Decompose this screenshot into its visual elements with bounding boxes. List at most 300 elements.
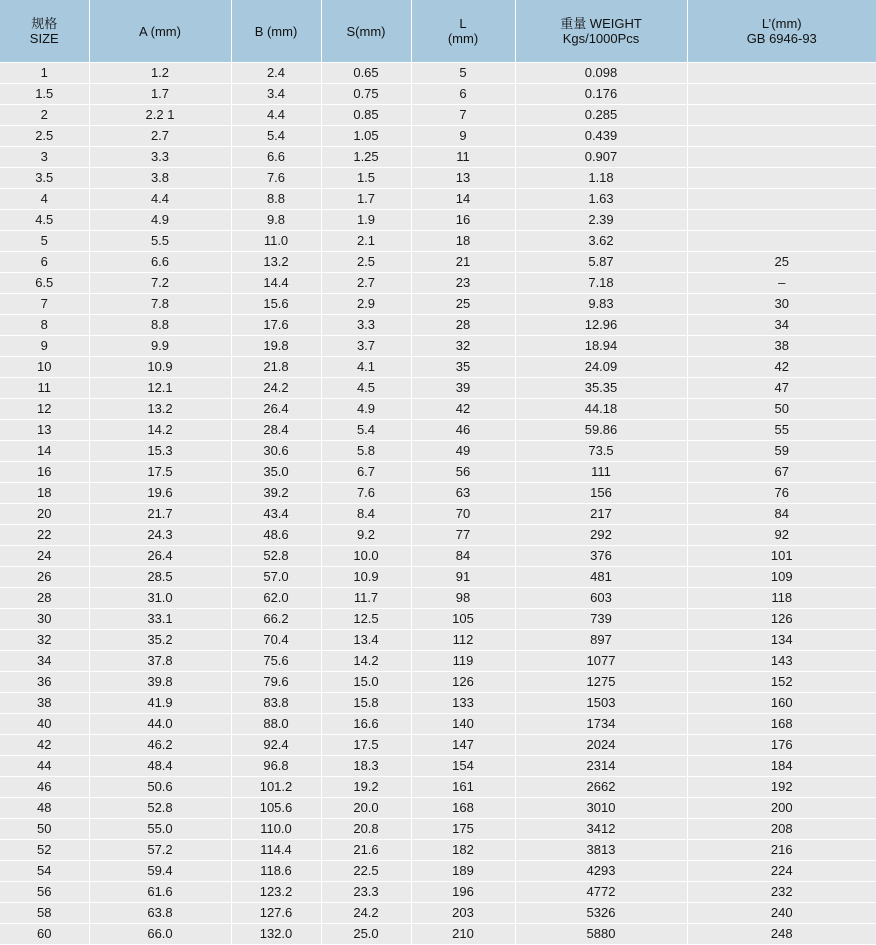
cell-size: 26: [0, 567, 89, 588]
cell-a: 10.9: [89, 357, 231, 378]
cell-weight: 5326: [515, 903, 687, 924]
cell-s: 0.65: [321, 63, 411, 84]
cell-size: 52: [0, 840, 89, 861]
cell-l-prime: [687, 126, 876, 147]
table-row: [0, 399, 876, 420]
cell-s: 4.9: [321, 399, 411, 420]
cell-l-prime: 192: [687, 777, 876, 798]
table-row: [0, 756, 876, 777]
table-row: [0, 777, 876, 798]
cell-l: 77: [411, 525, 515, 546]
cell-a: 9.9: [89, 336, 231, 357]
table-row: [0, 84, 876, 105]
cell-l: 119: [411, 651, 515, 672]
cell-l: 56: [411, 462, 515, 483]
header-row: [0, 0, 876, 63]
cell-weight: 603: [515, 588, 687, 609]
cell-b: 127.6: [231, 903, 321, 924]
table-row: [0, 147, 876, 168]
cell-l-prime: 38: [687, 336, 876, 357]
header-l: [411, 0, 515, 63]
cell-size: 60: [0, 924, 89, 945]
table-row: [0, 378, 876, 399]
cell-s: 2.7: [321, 273, 411, 294]
cell-size: 24: [0, 546, 89, 567]
cell-l-prime: 184: [687, 756, 876, 777]
cell-size: 10: [0, 357, 89, 378]
cell-b: 39.2: [231, 483, 321, 504]
cell-a: 50.6: [89, 777, 231, 798]
cell-weight: 3813: [515, 840, 687, 861]
table-row: [0, 336, 876, 357]
cell-size: 3: [0, 147, 89, 168]
cell-a: 6.6: [89, 252, 231, 273]
cell-size: 12: [0, 399, 89, 420]
cell-size: 9: [0, 336, 89, 357]
header-s-label: S(mm): [322, 24, 411, 39]
cell-size: 7: [0, 294, 89, 315]
cell-l-prime: 118: [687, 588, 876, 609]
cell-weight: 9.83: [515, 294, 687, 315]
table-row: [0, 672, 876, 693]
cell-a: 39.8: [89, 672, 231, 693]
cell-a: 57.2: [89, 840, 231, 861]
cell-size: 11: [0, 378, 89, 399]
cell-b: 9.8: [231, 210, 321, 231]
cell-s: 1.7: [321, 189, 411, 210]
cell-l-prime: [687, 210, 876, 231]
cell-b: 3.4: [231, 84, 321, 105]
cell-l-prime: 25: [687, 252, 876, 273]
cell-b: 88.0: [231, 714, 321, 735]
cell-b: 17.6: [231, 315, 321, 336]
cell-l: 196: [411, 882, 515, 903]
table-row: [0, 714, 876, 735]
cell-size: 48: [0, 798, 89, 819]
header-a-label: A (mm): [90, 24, 231, 39]
cell-b: 66.2: [231, 609, 321, 630]
cell-l: 105: [411, 609, 515, 630]
cell-l: 46: [411, 420, 515, 441]
cell-b: 101.2: [231, 777, 321, 798]
cell-l-prime: 47: [687, 378, 876, 399]
cell-l-prime: 168: [687, 714, 876, 735]
table-row: [0, 357, 876, 378]
cell-s: 4.5: [321, 378, 411, 399]
cell-weight: 2024: [515, 735, 687, 756]
cell-a: 19.6: [89, 483, 231, 504]
cell-l-prime: [687, 147, 876, 168]
cell-weight: 2.39: [515, 210, 687, 231]
cell-weight: 1275: [515, 672, 687, 693]
cell-l: 18: [411, 231, 515, 252]
cell-a: 66.0: [89, 924, 231, 945]
cell-a: 13.2: [89, 399, 231, 420]
cell-b: 35.0: [231, 462, 321, 483]
header-size-en: SIZE: [0, 31, 89, 46]
cell-size: 32: [0, 630, 89, 651]
cell-size: 54: [0, 861, 89, 882]
cell-b: 30.6: [231, 441, 321, 462]
table-row: [0, 462, 876, 483]
table-row: [0, 630, 876, 651]
cell-l-prime: 126: [687, 609, 876, 630]
cell-l-prime: 143: [687, 651, 876, 672]
cell-l: 28: [411, 315, 515, 336]
table-row: [0, 189, 876, 210]
cell-a: 8.8: [89, 315, 231, 336]
cell-l-prime: 55: [687, 420, 876, 441]
cell-weight: 12.96: [515, 315, 687, 336]
table-row: [0, 504, 876, 525]
table-row: [0, 315, 876, 336]
cell-b: 62.0: [231, 588, 321, 609]
cell-l: 13: [411, 168, 515, 189]
cell-b: 6.6: [231, 147, 321, 168]
cell-s: 21.6: [321, 840, 411, 861]
cell-a: 24.3: [89, 525, 231, 546]
cell-l: 210: [411, 924, 515, 945]
cell-size: 8: [0, 315, 89, 336]
table-row: [0, 420, 876, 441]
cell-weight: 73.5: [515, 441, 687, 462]
cell-s: 6.7: [321, 462, 411, 483]
cell-size: 14: [0, 441, 89, 462]
cell-b: 114.4: [231, 840, 321, 861]
cell-l-prime: 200: [687, 798, 876, 819]
cell-l-prime: 67: [687, 462, 876, 483]
header-weight: [515, 0, 687, 63]
table-row: [0, 903, 876, 924]
cell-l: 161: [411, 777, 515, 798]
table-row: [0, 483, 876, 504]
cell-l-prime: 76: [687, 483, 876, 504]
cell-a: 1.2: [89, 63, 231, 84]
cell-b: 79.6: [231, 672, 321, 693]
cell-weight: 1077: [515, 651, 687, 672]
cell-l-prime: [687, 168, 876, 189]
cell-s: 2.1: [321, 231, 411, 252]
cell-l: 140: [411, 714, 515, 735]
header-l-prime-label: L’(mm): [688, 16, 876, 31]
cell-b: 4.4: [231, 105, 321, 126]
cell-l: 126: [411, 672, 515, 693]
table-body: [0, 63, 876, 945]
table-row: [0, 567, 876, 588]
cell-b: 110.0: [231, 819, 321, 840]
cell-weight: 3412: [515, 819, 687, 840]
cell-l-prime: –: [687, 273, 876, 294]
cell-b: 8.8: [231, 189, 321, 210]
cell-l: 49: [411, 441, 515, 462]
cell-b: 92.4: [231, 735, 321, 756]
cell-size: 28: [0, 588, 89, 609]
cell-l-prime: 232: [687, 882, 876, 903]
table-row: [0, 861, 876, 882]
cell-weight: 4772: [515, 882, 687, 903]
cell-s: 10.0: [321, 546, 411, 567]
table-row: [0, 525, 876, 546]
cell-weight: 1503: [515, 693, 687, 714]
cell-size: 6.5: [0, 273, 89, 294]
cell-size: 58: [0, 903, 89, 924]
cell-size: 4: [0, 189, 89, 210]
cell-a: 33.1: [89, 609, 231, 630]
cell-a: 7.8: [89, 294, 231, 315]
cell-weight: 35.35: [515, 378, 687, 399]
cell-a: 28.5: [89, 567, 231, 588]
table-row: [0, 609, 876, 630]
cell-weight: 1.18: [515, 168, 687, 189]
cell-l: 5: [411, 63, 515, 84]
cell-s: 20.0: [321, 798, 411, 819]
cell-a: 5.5: [89, 231, 231, 252]
cell-s: 14.2: [321, 651, 411, 672]
cell-l-prime: [687, 105, 876, 126]
table-row: [0, 882, 876, 903]
cell-b: 75.6: [231, 651, 321, 672]
cell-a: 2.2 1: [89, 105, 231, 126]
cell-weight: 4293: [515, 861, 687, 882]
cell-l: 133: [411, 693, 515, 714]
cell-s: 20.8: [321, 819, 411, 840]
cell-a: 1.7: [89, 84, 231, 105]
cell-l-prime: 109: [687, 567, 876, 588]
cell-size: 1: [0, 63, 89, 84]
cell-l: 147: [411, 735, 515, 756]
cell-weight: 481: [515, 567, 687, 588]
cell-weight: 1.63: [515, 189, 687, 210]
cell-l: 63: [411, 483, 515, 504]
cell-s: 25.0: [321, 924, 411, 945]
cell-weight: 0.098: [515, 63, 687, 84]
cell-l-prime: [687, 231, 876, 252]
table-row: [0, 840, 876, 861]
cell-s: 10.9: [321, 567, 411, 588]
header-size: [0, 0, 89, 63]
cell-l-prime: [687, 84, 876, 105]
cell-b: 14.4: [231, 273, 321, 294]
cell-weight: 44.18: [515, 399, 687, 420]
cell-l-prime: [687, 63, 876, 84]
cell-size: 30: [0, 609, 89, 630]
cell-b: 2.4: [231, 63, 321, 84]
cell-a: 61.6: [89, 882, 231, 903]
cell-s: 0.85: [321, 105, 411, 126]
cell-a: 14.2: [89, 420, 231, 441]
cell-weight: 739: [515, 609, 687, 630]
cell-b: 123.2: [231, 882, 321, 903]
cell-l-prime: 224: [687, 861, 876, 882]
table-row: [0, 252, 876, 273]
cell-l: 91: [411, 567, 515, 588]
cell-weight: 111: [515, 462, 687, 483]
cell-b: 24.2: [231, 378, 321, 399]
table-row: [0, 546, 876, 567]
cell-l-prime: 176: [687, 735, 876, 756]
cell-weight: 24.09: [515, 357, 687, 378]
cell-l: 70: [411, 504, 515, 525]
cell-l: 14: [411, 189, 515, 210]
cell-s: 13.4: [321, 630, 411, 651]
cell-size: 44: [0, 756, 89, 777]
cell-l-prime: 84: [687, 504, 876, 525]
cell-b: 26.4: [231, 399, 321, 420]
cell-s: 2.9: [321, 294, 411, 315]
cell-s: 17.5: [321, 735, 411, 756]
cell-size: 4.5: [0, 210, 89, 231]
cell-a: 52.8: [89, 798, 231, 819]
cell-l: 42: [411, 399, 515, 420]
cell-weight: 5880: [515, 924, 687, 945]
cell-size: 56: [0, 882, 89, 903]
cell-s: 7.6: [321, 483, 411, 504]
cell-l: 84: [411, 546, 515, 567]
cell-a: 37.8: [89, 651, 231, 672]
cell-s: 5.8: [321, 441, 411, 462]
table-row: [0, 735, 876, 756]
cell-l: 98: [411, 588, 515, 609]
table-row: [0, 63, 876, 84]
header-l-unit: (mm): [412, 31, 515, 46]
cell-size: 38: [0, 693, 89, 714]
cell-l: 32: [411, 336, 515, 357]
cell-s: 23.3: [321, 882, 411, 903]
cell-s: 18.3: [321, 756, 411, 777]
cell-size: 1.5: [0, 84, 89, 105]
cell-size: 2: [0, 105, 89, 126]
header-l-prime-standard: GB 6946-93: [688, 31, 876, 46]
cell-size: 36: [0, 672, 89, 693]
cell-l-prime: 240: [687, 903, 876, 924]
cell-l-prime: 59: [687, 441, 876, 462]
cell-weight: 0.285: [515, 105, 687, 126]
cell-b: 43.4: [231, 504, 321, 525]
cell-a: 63.8: [89, 903, 231, 924]
cell-a: 17.5: [89, 462, 231, 483]
table-row: [0, 651, 876, 672]
header-weight-unit: Kgs/1000Pcs: [516, 31, 687, 46]
cell-l: 154: [411, 756, 515, 777]
header-a: [89, 0, 231, 63]
cell-weight: 2662: [515, 777, 687, 798]
cell-b: 5.4: [231, 126, 321, 147]
cell-l: 175: [411, 819, 515, 840]
cell-a: 2.7: [89, 126, 231, 147]
cell-weight: 0.907: [515, 147, 687, 168]
cell-l: 9: [411, 126, 515, 147]
header-l-prime: [687, 0, 876, 63]
cell-weight: 7.18: [515, 273, 687, 294]
cell-weight: 18.94: [515, 336, 687, 357]
cell-weight: 897: [515, 630, 687, 651]
cell-size: 42: [0, 735, 89, 756]
cell-weight: 0.439: [515, 126, 687, 147]
header-l-label: L: [412, 16, 515, 31]
cell-weight: 1734: [515, 714, 687, 735]
cell-l: 168: [411, 798, 515, 819]
cell-size: 50: [0, 819, 89, 840]
cell-l-prime: 92: [687, 525, 876, 546]
cell-weight: 2314: [515, 756, 687, 777]
cell-weight: 376: [515, 546, 687, 567]
cell-a: 3.8: [89, 168, 231, 189]
cell-l-prime: 134: [687, 630, 876, 651]
table-row: [0, 231, 876, 252]
cell-weight: 217: [515, 504, 687, 525]
cell-s: 3.7: [321, 336, 411, 357]
cell-b: 21.8: [231, 357, 321, 378]
cell-a: 26.4: [89, 546, 231, 567]
cell-size: 5: [0, 231, 89, 252]
cell-l: 6: [411, 84, 515, 105]
cell-s: 8.4: [321, 504, 411, 525]
cell-l: 203: [411, 903, 515, 924]
header-b: [231, 0, 321, 63]
cell-l: 16: [411, 210, 515, 231]
cell-b: 11.0: [231, 231, 321, 252]
cell-a: 59.4: [89, 861, 231, 882]
table-header: [0, 0, 876, 63]
header-size-cn: 规格: [0, 16, 89, 31]
cell-weight: 156: [515, 483, 687, 504]
cell-b: 48.6: [231, 525, 321, 546]
cell-l-prime: 101: [687, 546, 876, 567]
cell-a: 31.0: [89, 588, 231, 609]
cell-s: 1.9: [321, 210, 411, 231]
cell-l-prime: 208: [687, 819, 876, 840]
cell-s: 1.5: [321, 168, 411, 189]
cell-a: 7.2: [89, 273, 231, 294]
cell-s: 22.5: [321, 861, 411, 882]
cell-s: 2.5: [321, 252, 411, 273]
cell-size: 13: [0, 420, 89, 441]
cell-b: 70.4: [231, 630, 321, 651]
cell-l: 112: [411, 630, 515, 651]
cell-a: 41.9: [89, 693, 231, 714]
header-s: [321, 0, 411, 63]
cell-s: 1.25: [321, 147, 411, 168]
cell-size: 6: [0, 252, 89, 273]
cell-weight: 3.62: [515, 231, 687, 252]
cell-size: 34: [0, 651, 89, 672]
cell-weight: 5.87: [515, 252, 687, 273]
table-row: [0, 693, 876, 714]
cell-b: 28.4: [231, 420, 321, 441]
table-row: [0, 210, 876, 231]
cell-s: 11.7: [321, 588, 411, 609]
cell-s: 12.5: [321, 609, 411, 630]
cell-l: 39: [411, 378, 515, 399]
cell-s: 9.2: [321, 525, 411, 546]
table-row: [0, 273, 876, 294]
cell-l: 23: [411, 273, 515, 294]
cell-size: 22: [0, 525, 89, 546]
cell-size: 3.5: [0, 168, 89, 189]
cell-weight: 3010: [515, 798, 687, 819]
table-row: [0, 168, 876, 189]
cell-size: 20: [0, 504, 89, 525]
cell-l: 35: [411, 357, 515, 378]
table-row: [0, 441, 876, 462]
cell-l: 11: [411, 147, 515, 168]
cell-l: 7: [411, 105, 515, 126]
cell-a: 46.2: [89, 735, 231, 756]
cell-b: 96.8: [231, 756, 321, 777]
cell-size: 2.5: [0, 126, 89, 147]
cell-l-prime: 160: [687, 693, 876, 714]
cell-l-prime: 216: [687, 840, 876, 861]
